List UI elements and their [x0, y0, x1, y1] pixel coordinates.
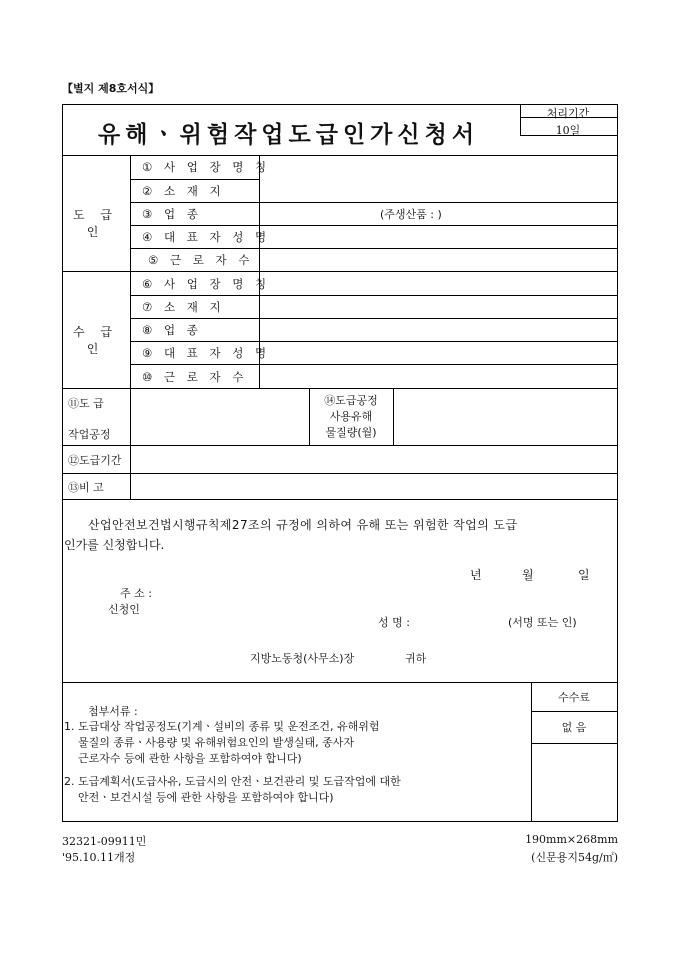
form-number-label: 【별지 제8호서식】: [62, 82, 160, 95]
attachment-item1-line3: 근로자수 등에 관한 사항을 포함하여야 합니다): [78, 752, 302, 765]
usage-label-line2: 사용유해: [329, 410, 373, 423]
address-label: 주 소 :: [120, 587, 152, 600]
subcontractor-workers-label: ⑩ 근 로 자 수: [142, 370, 248, 384]
contractor-address-label: ② 소 재 지: [142, 184, 225, 198]
month-label: 월: [522, 568, 534, 582]
contractor-business-label: ③ 업 종: [142, 207, 202, 221]
day-label: 일: [578, 568, 590, 582]
processing-period-value: 10일: [555, 124, 581, 137]
fee-label: 수수료: [558, 691, 590, 704]
main-product-note: (주생산품 : ): [380, 208, 442, 221]
usage-label-line1: ⑭도급공정: [324, 394, 378, 407]
recipient-honorific: 귀하: [405, 652, 427, 665]
paper-type: (신문용지54g/㎡): [531, 851, 618, 864]
form-code: 32321-09911민: [62, 835, 147, 848]
fee-value: 없 음: [561, 721, 587, 734]
attachment-item2-line1: 2. 도급계획서(도급사유, 도급시의 안전ㆍ보건관리 및 도급작업에 대한: [64, 775, 401, 788]
usage-label-line3: 물질량(월): [325, 426, 377, 439]
contractor-group-label: 도 급 인: [73, 208, 118, 239]
name-label: 성 명 :: [378, 616, 410, 629]
remarks-label: ⑬비 고: [68, 481, 104, 494]
form-title: 유해ㆍ위험작업도급인가신청서: [98, 121, 480, 148]
subcontractor-name-label: ⑥ 사 업 장 명 칭: [142, 277, 271, 291]
contractor-representative-label: ④ 대 표 자 성 명: [142, 230, 271, 244]
applicant-label: 신청인: [108, 603, 140, 616]
application-statement-line2: 인가를 신청합니다.: [64, 538, 165, 552]
year-label: 년: [470, 568, 482, 582]
period-label: ⑫도급기간: [68, 454, 122, 467]
signature-label: (서명 또는 인): [508, 616, 577, 629]
subcontractor-business-label: ⑧ 업 종: [142, 323, 202, 337]
process-label-line1: ⑪도 급: [68, 397, 104, 410]
attachment-item1-line1: 1. 도급대상 작업공정도(기계ㆍ설비의 종류 및 운전조건, 유해위험: [64, 720, 380, 733]
application-statement-line1: 산업안전보건법시행규칙제27조의 규정에 의하여 유해 또는 위험한 작업의 도급: [88, 518, 518, 532]
paper-size: 190mm×268mm: [525, 833, 618, 846]
subcontractor-address-label: ⑦ 소 재 지: [142, 300, 225, 314]
attachment-item2-line2: 안전ㆍ보건시설 등에 관한 사항을 포함하여야 합니다): [78, 791, 334, 804]
attachment-item1-line2: 물질의 종류ㆍ사용량 및 유해위험요인의 발생실태, 종사자: [78, 736, 355, 749]
recipient-office: 지방노동청(사무소)장: [250, 652, 355, 665]
subcontractor-representative-label: ⑨ 대 표 자 성 명: [142, 346, 271, 360]
process-label-line2: 작업공정: [68, 428, 111, 441]
attachments-heading: 첨부서류 :: [88, 705, 138, 718]
processing-period-label: 처리기간: [546, 107, 590, 120]
subcontractor-group-label: 수 급 인: [73, 325, 118, 356]
contractor-workers-label: ⑤ 근 로 자 수: [148, 253, 254, 267]
contractor-name-label: ① 사 업 장 명 칭: [142, 160, 271, 174]
revision-date: '95.10.11개정: [62, 851, 136, 864]
